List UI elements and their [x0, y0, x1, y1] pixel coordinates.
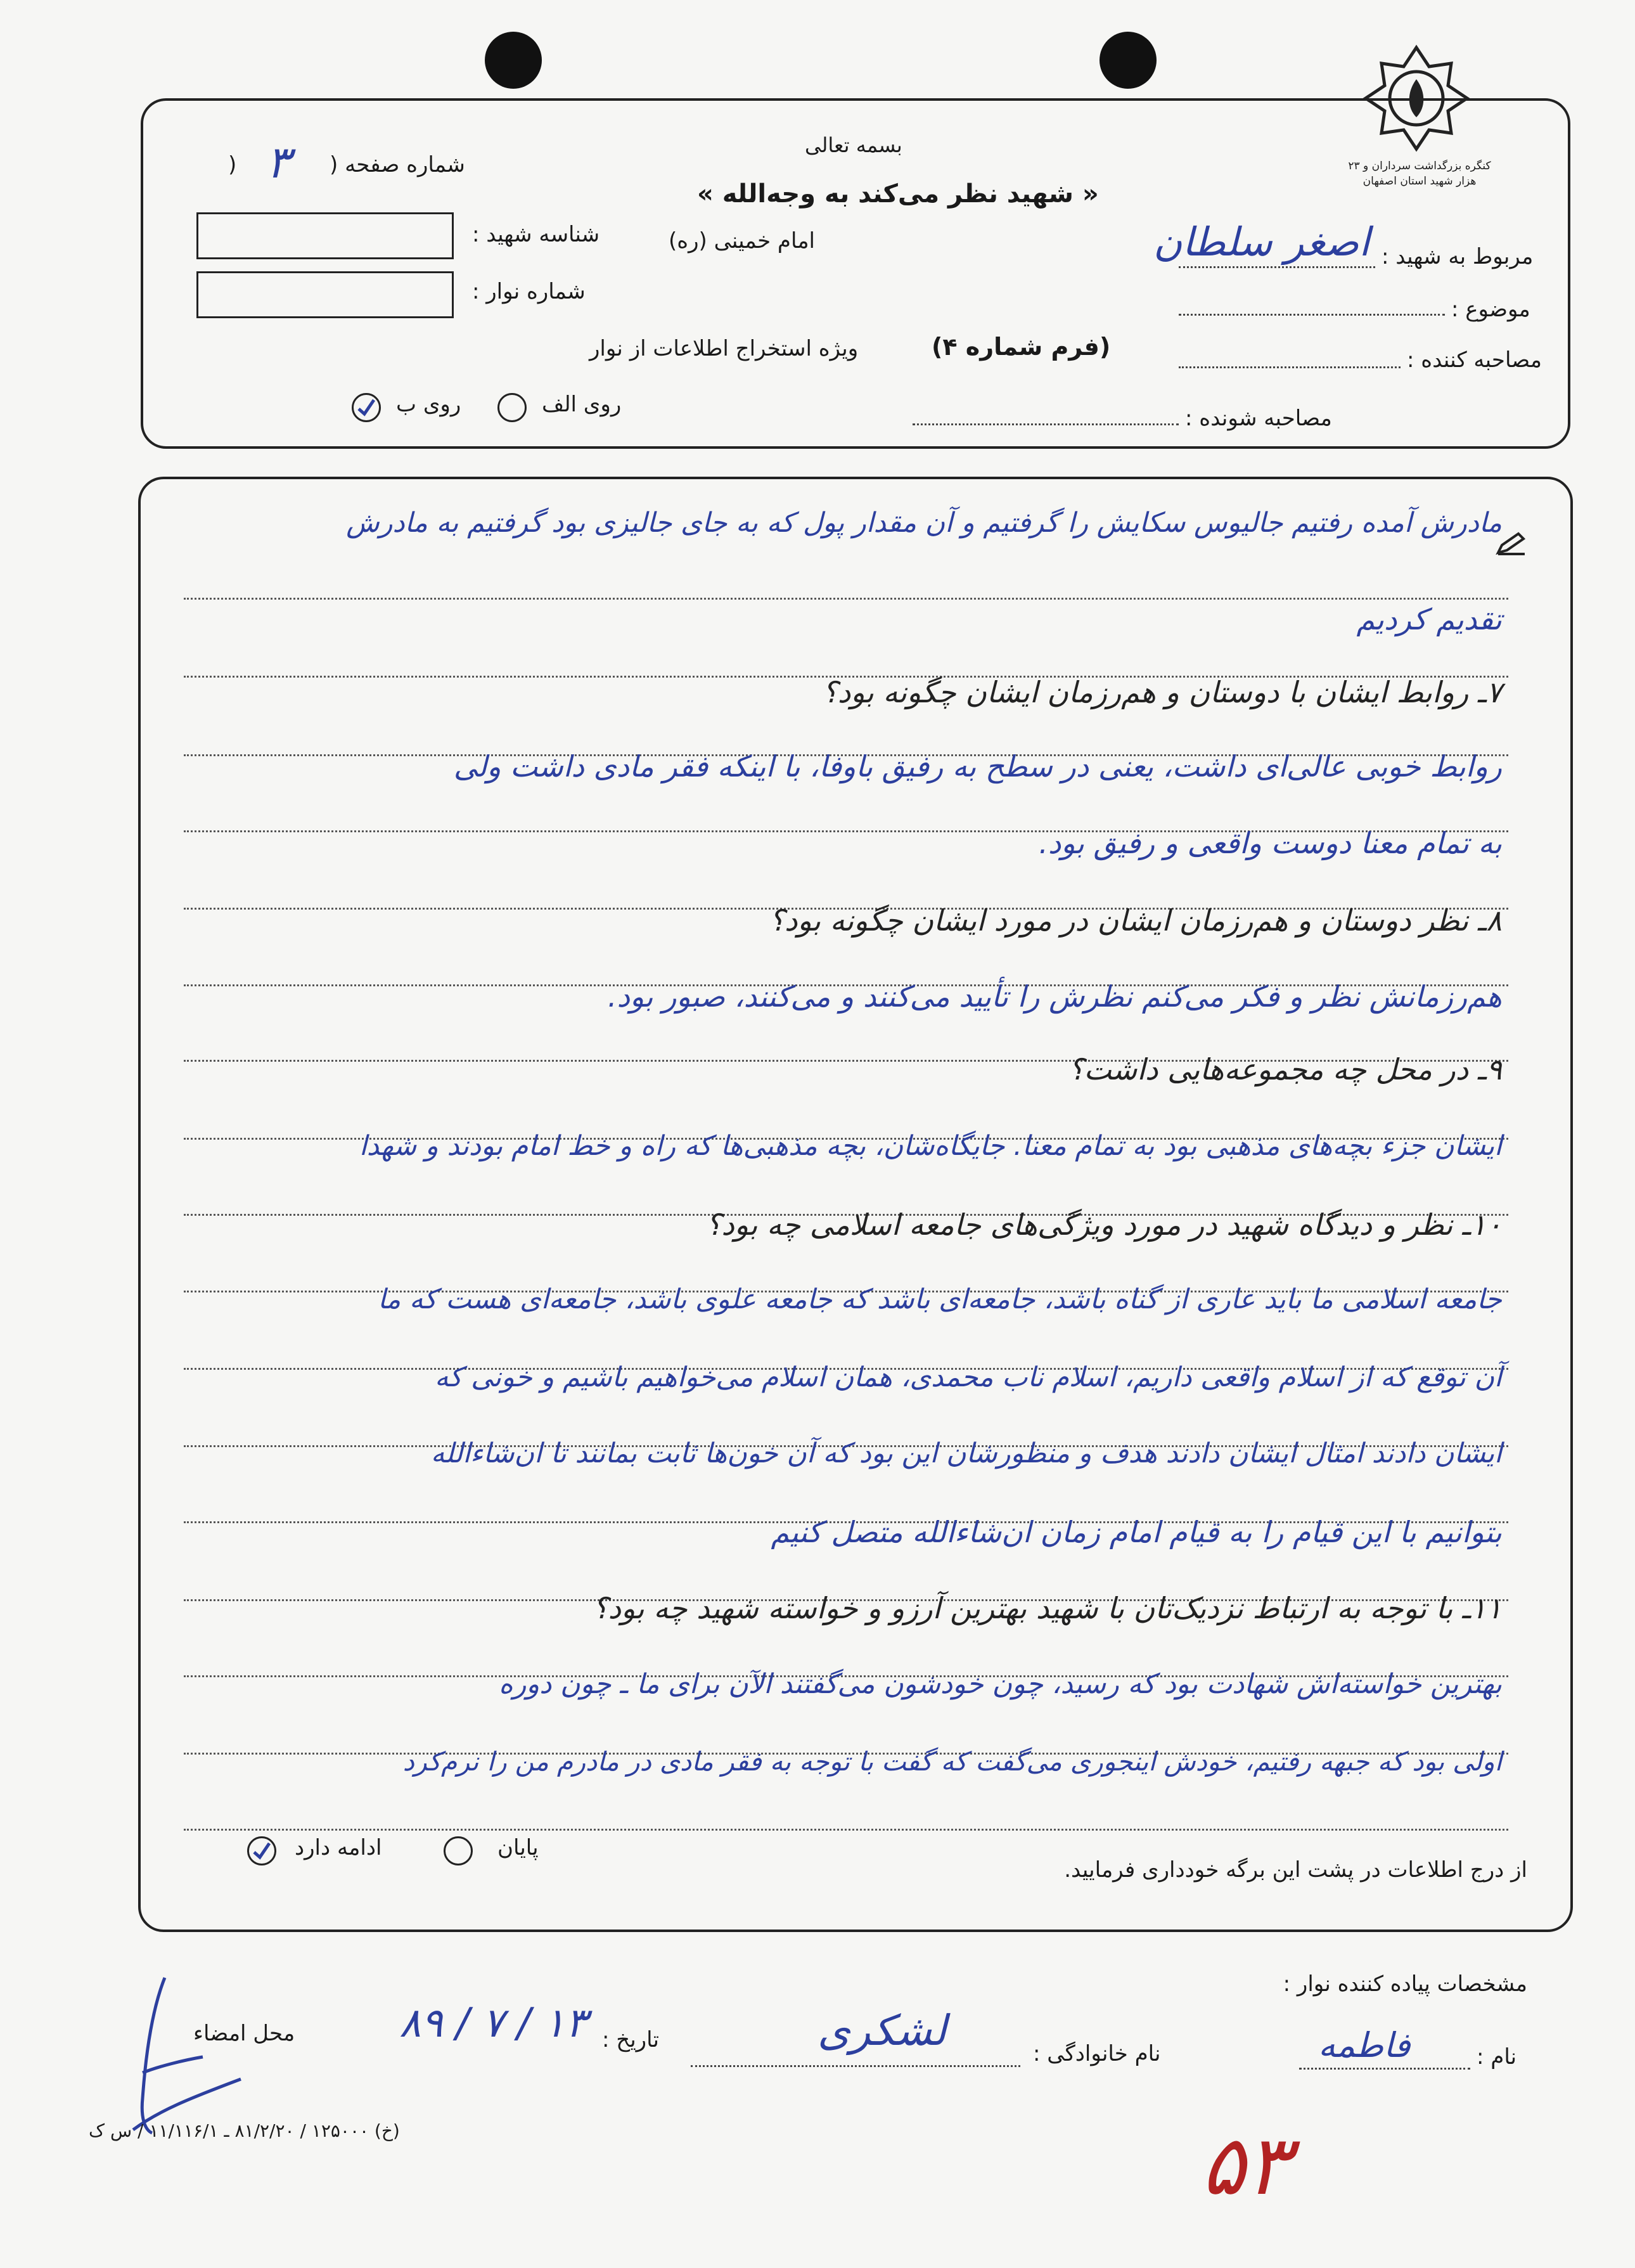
related-to-label: مربوط به شهید :	[1382, 244, 1534, 269]
end-label: پایان	[497, 1835, 539, 1860]
name-label: نام :	[1477, 2044, 1517, 2070]
end-radio[interactable]	[444, 1836, 473, 1865]
surname-label: نام خانوادگی :	[1033, 2041, 1161, 2066]
punch-hole-left	[485, 32, 542, 89]
martyr-id-field[interactable]	[196, 212, 454, 259]
side-a-radio[interactable]	[497, 393, 527, 422]
handwritten-line: بتوانیم با این قیام را به قیام امام زمان ان‌شاءالله متصل کنیم	[771, 1515, 1502, 1549]
interviewer-label: مصاحبه کننده :	[1407, 347, 1542, 373]
interviewee-line	[913, 423, 1179, 425]
tape-number-label: شماره نوار :	[472, 279, 586, 304]
ruled-line	[184, 1829, 1508, 1831]
question-line: ۱۰ـ نظر و دیدگاه شهید در مورد ویژگی‌های جامعه اسلامی چه بود؟	[705, 1208, 1502, 1242]
form-title: (فرم شماره ۴)	[932, 333, 1111, 361]
side-b-label: روی ب	[396, 392, 461, 417]
handwritten-line: روابط خوبی عالی‌ای داشت، یعنی در سطح به رفیق باوفا، با اینکه فقر مادی داشت ولی	[453, 749, 1502, 783]
punch-hole-right	[1100, 32, 1157, 89]
print-code: (خ) ۱۲۵۰۰۰ / ۸۱/۲/۲۰ ـ ۱۱/۱۱۶/۱ / س ک	[89, 2120, 400, 2141]
bismillah: بسمه تعالی	[805, 133, 902, 157]
handwritten-line: ایشان دادند امثال ایشان دادند هدف و منظورشان این بود که آن خون‌ها ثابت بمانند تا ان‌شاءالله	[430, 1438, 1502, 1469]
question-line: ۹ـ در محل چه مجموعه‌هایی داشت؟	[1068, 1052, 1502, 1086]
page-number-value: ۳	[266, 136, 290, 188]
checkmark-icon	[249, 1838, 274, 1864]
interviewer-line	[1179, 366, 1401, 368]
handwritten-line: اولی بود که جبهه رفتیم، خودش اینجوری می‌گفت که گفت با توجه به فقر مادی در مادرم من را نرم‌کرد	[402, 1746, 1502, 1777]
related-to-line	[1179, 266, 1375, 268]
signature-label: محل امضاء	[193, 2021, 295, 2046]
handwritten-line: ایشان جزء بچه‌های مذهبی بود به تمام معنا. جایگاه‌شان، بچه مذهبی‌ها که راه و خط امام بودند و شهدا	[359, 1130, 1502, 1162]
surname-line	[691, 2065, 1020, 2067]
organization-logo	[1362, 44, 1470, 152]
date-value: ۸۹ / ۷ / ۱۳	[399, 2000, 587, 2047]
emblem-icon	[1362, 44, 1470, 152]
motto-source: امام خمینی (ره)	[669, 228, 815, 254]
name-line	[1299, 2068, 1470, 2070]
surname-value: لشکری	[818, 2006, 947, 2055]
handwritten-line: هم‌رزمانش نظر و فکر می‌کنم نظرش را تأیید می‌کنند و می‌کنند، صبور بود.	[607, 979, 1502, 1014]
form-subtitle: ویژه استخراج اطلاعات از نوار	[589, 336, 859, 361]
continues-label: ادامه دارد	[295, 1835, 382, 1860]
checkmark-icon	[354, 395, 379, 420]
handwritten-line: بهترین خواسته‌اش شهادت بود که رسید، چون خودشون می‌گفتند الآن برای ما ـ چون دوره	[499, 1668, 1502, 1700]
question-line: ۸ـ نظر دوستان و هم‌رزمان ایشان در مورد ایشان چگونه بود؟	[769, 903, 1502, 937]
handwritten-line: به تمام معنا دوست واقعی و رفیق بود.	[1039, 826, 1502, 860]
handwritten-line: تقدیم کردیم	[1356, 602, 1502, 636]
subject-line	[1179, 314, 1445, 316]
page-number-label: شماره صفحه (	[330, 152, 465, 177]
signature	[108, 1971, 253, 2142]
back-side-warning: از درج اطلاعات در پشت این برگه خودداری فرمایید.	[1064, 1857, 1527, 1883]
ruled-line	[184, 598, 1508, 600]
typist-details-label: مشخصات پیاده کننده نوار :	[1283, 1971, 1527, 1997]
handwritten-line: آن توقع که از اسلام واقعی داریم، اسلام ناب محمدی، همان اسلام می‌خواهیم باشیم و خونی که	[434, 1362, 1502, 1393]
side-b-radio[interactable]	[352, 393, 381, 422]
handwritten-line: مادرش آمده رفتیم جالیوس سکایش را گرفتیم و آن مقدار پول که به جای جالیزی بود گرفتیم به مادرش	[346, 507, 1502, 539]
martyr-id-label: شناسه شهید :	[472, 222, 600, 247]
name-value: فاطمه	[1318, 2025, 1411, 2065]
archive-number: ۵۳	[1201, 2117, 1290, 2213]
question-line: ۷ـ روابط ایشان با دوستان و هم‌رزمان ایشان چگونه بود؟	[822, 675, 1502, 709]
logo-caption: کنگره بزرگداشت سرداران و ۲۳ هزار شهید استان اصفهان	[1348, 160, 1491, 188]
interviewee-label: مصاحبه شونده :	[1185, 406, 1332, 431]
tape-number-field[interactable]	[196, 271, 454, 318]
page-number-close: )	[228, 152, 237, 177]
continues-radio[interactable]	[247, 1836, 276, 1865]
handwritten-line: جامعه اسلامی ما باید عاری از گناه باشد، جامعه‌ای باشد که جامعه علوی باشد، جامعه‌ای هست که ما	[378, 1284, 1502, 1315]
related-to-value: اصغر سلطان	[1153, 219, 1370, 265]
question-line: ۱۱ـ با توجه به ارتباط نزدیک‌تان با شهید بهترین آرزو و خواسته شهید چه بود؟	[593, 1591, 1502, 1625]
motto: « شهید نظر می‌کند به وجه‌الله »	[697, 179, 1099, 209]
subject-label: موضوع :	[1451, 297, 1530, 322]
date-label: تاریخ :	[602, 2027, 659, 2052]
side-a-label: روی الف	[542, 392, 622, 417]
